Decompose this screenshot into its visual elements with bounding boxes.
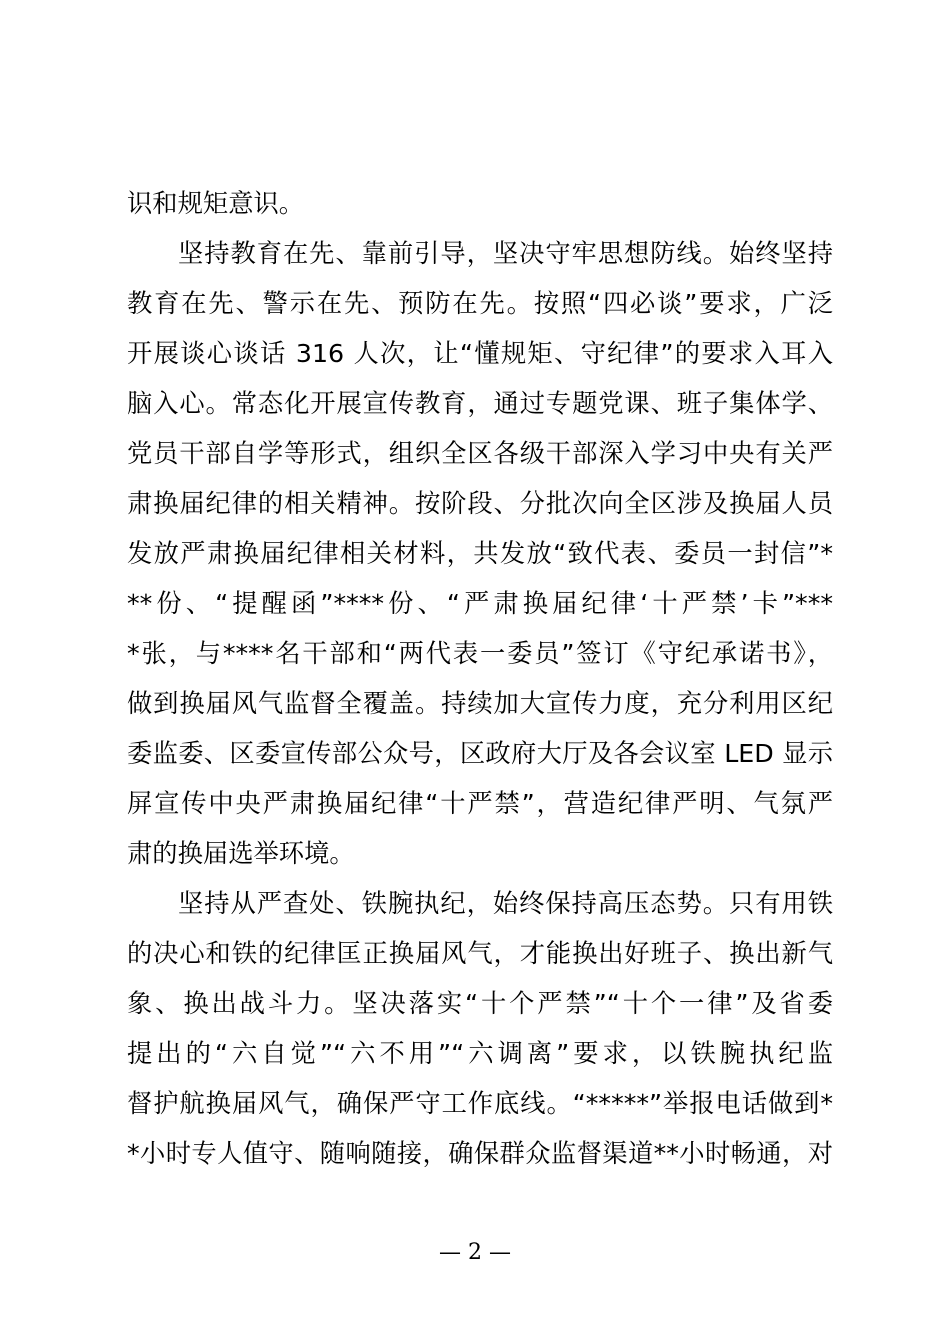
paragraph-line: 开展谈心谈话 316 人次，让“懂规矩、守纪律”的要求入耳入 bbox=[127, 339, 833, 368]
paragraph-line: 屏宣传中央严肃换届纪律“十严禁”，营造纪律严明、气氛严 bbox=[127, 789, 833, 818]
paragraph-line: 委监委、区委宣传部公众号，区政府大厅及各会议室 LED 显示 bbox=[127, 739, 833, 768]
paragraph-line: **份、“提醒函”****份、“严肃换届纪律‘十严禁’卡”*** bbox=[127, 589, 833, 618]
paragraph-line: 识和规矩意识。 bbox=[127, 189, 305, 218]
paragraph-line: 发放严肃换届纪律相关材料，共发放“致代表、委员一封信”* bbox=[127, 539, 833, 568]
paragraph-line: 坚持从严查处、铁腕执纪，始终保持高压态势。只有用铁 bbox=[178, 889, 833, 918]
paragraph-line: 做到换届风气监督全覆盖。持续加大宣传力度，充分利用区纪 bbox=[127, 689, 833, 718]
paragraph-line: 督护航换届风气，确保严守工作底线。“*****”举报电话做到* bbox=[127, 1089, 833, 1118]
paragraph-line: 象、换出战斗力。坚决落实“十个严禁”“十个一律”及省委 bbox=[127, 989, 833, 1018]
paragraph-line: 肃换届纪律的相关精神。按阶段、分批次向全区涉及换届人员 bbox=[127, 489, 833, 518]
paragraph-line: 脑入心。常态化开展宣传教育，通过专题党课、班子集体学、 bbox=[127, 389, 833, 418]
paragraph-line: *小时专人值守、随响随接，确保群众监督渠道**小时畅通，对 bbox=[127, 1139, 833, 1168]
paragraph-line: 肃的换届选举环境。 bbox=[127, 839, 355, 868]
paragraph-line: 教育在先、警示在先、预防在先。按照“四必谈”要求，广泛 bbox=[127, 289, 833, 318]
paragraph-line: 的决心和铁的纪律匡正换届风气，才能换出好班子、换出新气 bbox=[127, 939, 833, 968]
paragraph-line: 坚持教育在先、靠前引导，坚决守牢思想防线。始终坚持 bbox=[178, 239, 833, 268]
page-number: — 2 — bbox=[439, 1240, 511, 1265]
paragraph-line: *张，与****名干部和“两代表一委员”签订《守纪承诺书》， bbox=[127, 639, 833, 668]
paragraph-line: 党员干部自学等形式，组织全区各级干部深入学习中央有关严 bbox=[127, 439, 833, 468]
paragraph-line: 提出的“六自觉”“六不用”“六调离”要求，以铁腕执纪监 bbox=[127, 1039, 833, 1068]
